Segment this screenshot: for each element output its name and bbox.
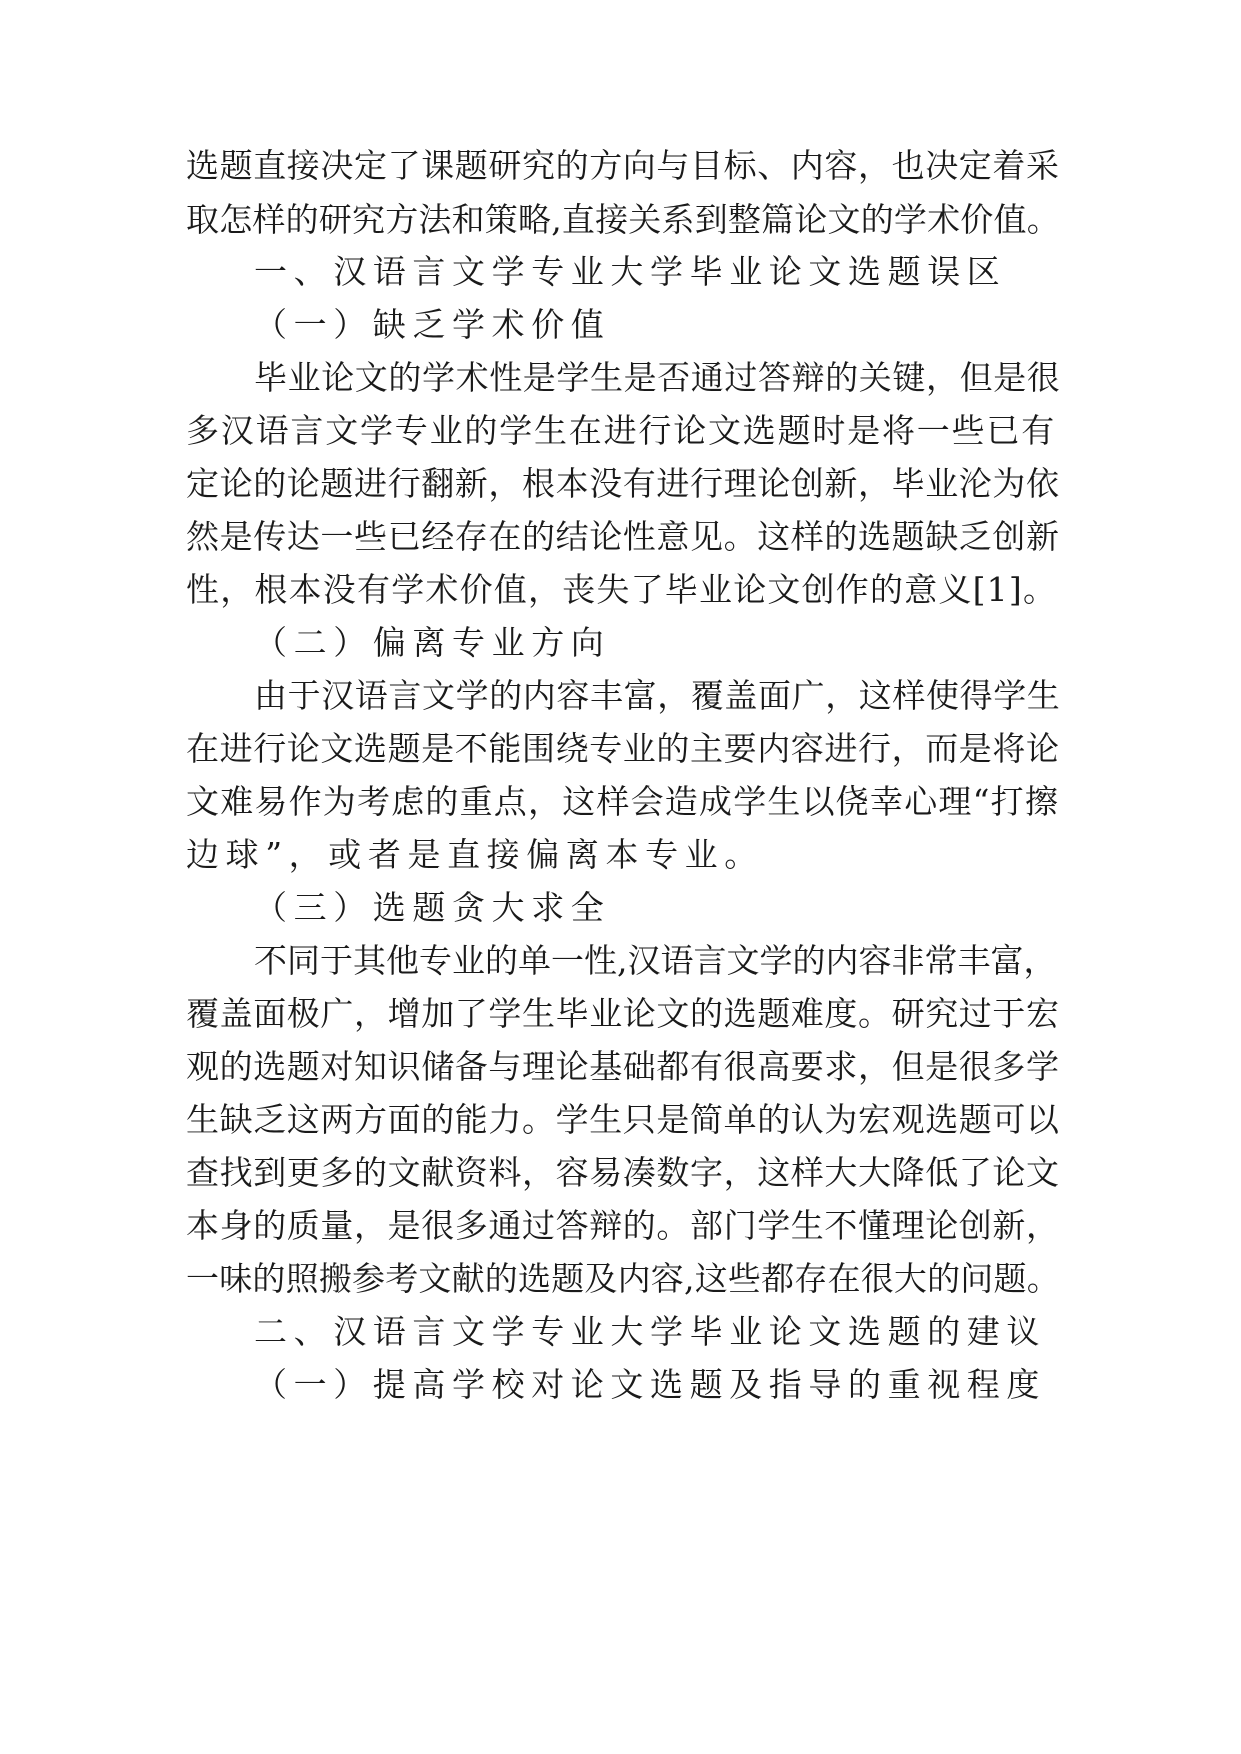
paragraph-line: 查找到更多的文献资料，容易凑数字，这样大大降低了论文 xyxy=(186,1153,1060,1192)
subsection-heading: （三）选题贪大求全 xyxy=(254,888,611,927)
paragraph-line: 定论的论题进行翻新，根本没有进行理论创新，毕业沦为依 xyxy=(186,464,1060,503)
paragraph-line: 由于汉语言文学的内容丰富，覆盖面广，这样使得学生 xyxy=(254,676,1061,715)
paragraph-line: 多汉语言文学专业的学生在进行论文选题时是将一些已有 xyxy=(186,411,1056,450)
paragraph-line: 然是传达一些已经存在的结论性意见。这样的选题缺乏创新 xyxy=(186,517,1060,556)
paragraph-line: 生缺乏这两方面的能力。学生只是简单的认为宏观选题可以 xyxy=(186,1100,1060,1139)
subsection-heading: （一）提高学校对论文选题及指导的重视程度 xyxy=(254,1365,1046,1404)
paragraph-line: 文难易作为考虑的重点，这样会造成学生以侥幸心理“打擦 xyxy=(186,782,1060,821)
paragraph-line: 性，根本没有学术价值，丧失了毕业论文创作的意义[1]。 xyxy=(186,570,1058,609)
paragraph-line: 观的选题对知识储备与理论基础都有很高要求，但是很多学 xyxy=(186,1047,1060,1086)
paragraph-line: 选题直接决定了课题研究的方向与目标、内容，也决定着采 xyxy=(186,146,1060,185)
subsection-heading: （二）偏离专业方向 xyxy=(254,623,611,662)
paragraph-line: 取怎样的研究方法和策略,直接关系到整篇论文的学术价值。 xyxy=(186,200,1060,239)
paragraph-line: 毕业论文的学术性是学生是否通过答辩的关键，但是很 xyxy=(254,358,1061,397)
paragraph-line: 一味的照搬参考文献的选题及内容,这些都存在很大的问题。 xyxy=(186,1259,1060,1298)
subsection-heading: （一）缺乏学术价值 xyxy=(254,305,611,344)
paragraph-line: 边球”，或者是直接偏离本专业。 xyxy=(186,835,764,874)
section-heading: 一、汉语言文学专业大学毕业论文选题误区 xyxy=(254,252,1007,291)
paragraph-line: 在进行论文选题是不能围绕专业的主要内容进行，而是将论 xyxy=(186,729,1060,768)
paragraph-line: 本身的质量，是很多通过答辩的。部门学生不懂理论创新， xyxy=(186,1206,1060,1245)
section-heading: 二、汉语言文学专业大学毕业论文选题的建议 xyxy=(254,1312,1046,1351)
paragraph-line: 覆盖面极广，增加了学生毕业论文的选题难度。研究过于宏 xyxy=(186,994,1060,1033)
paragraph-line: 不同于其他专业的单一性,汉语言文学的内容非常丰富， xyxy=(254,941,1057,980)
